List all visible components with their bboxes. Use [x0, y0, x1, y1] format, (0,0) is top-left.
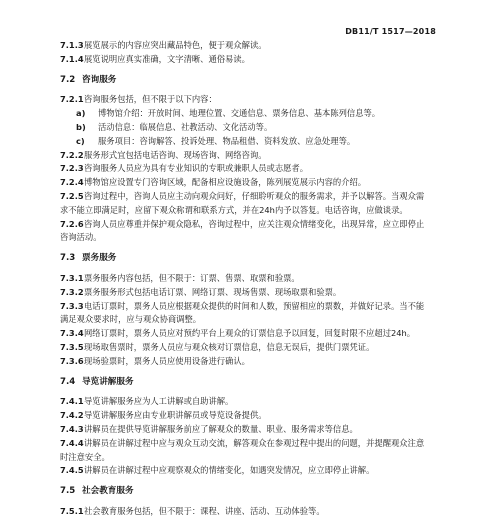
continuation-line: 咨询活动。 — [60, 232, 102, 243]
clause-number: 7.2.4 — [60, 177, 84, 188]
continuation-line: 满足观众要求时，应与观众协商调整。 — [60, 314, 202, 325]
section-number: 7.3 — [60, 253, 76, 264]
clause-line — [60, 423, 436, 437]
clause-number: 7.5.1 — [60, 505, 84, 516]
clause-line — [60, 505, 436, 519]
standard-number: DB11/T 1517—2018 — [345, 27, 436, 36]
clause-text: 咨询人员应尊重并保护观众隐私，咨询过程中，应关注观众情绪变化，出现异常，应立即停止 — [84, 218, 425, 229]
list-item — [60, 107, 436, 121]
clause-text: 导览讲解服务应由专业职讲解员或导览设备提供。 — [84, 410, 267, 421]
clause-number: 7.3.3 — [60, 300, 84, 311]
clause-number: 7.1.4 — [60, 53, 84, 64]
section-number: 7.4 — [60, 376, 76, 387]
list-item — [60, 135, 436, 149]
section-heading — [60, 252, 436, 266]
clause-line — [60, 437, 436, 451]
clause-number: 7.3.1 — [60, 272, 84, 283]
clause-text: 咨询过程中，咨询人员应主动向观众问好，仔细聆听观众的服务需求，并予以解答。当观众需 — [84, 190, 425, 201]
clause-text: 服务形式宜包括电话咨询、现场咨询、网络咨询。 — [84, 149, 267, 160]
clause-number: 7.4.4 — [60, 437, 84, 448]
clause-text: 票务服务形式包括电话订票、网络订票、现场售票、现场取票和验票。 — [84, 286, 342, 297]
clause-number: 7.3.2 — [60, 286, 84, 297]
clause-number: 7.1.3 — [60, 40, 84, 50]
clause-text: 咨询服务包括，但不限于以下内容： — [84, 94, 217, 105]
list-marker: b) — [76, 121, 86, 132]
section-title: 社会教育服务 — [82, 486, 134, 497]
clause-line — [60, 93, 436, 107]
clause-text: 讲解员在讲解过程中应观察观众的情绪变化，如遇突发情况，应立即停止讲解。 — [84, 465, 375, 476]
clause-text: 讲解员在讲解过程中应与观众互动交流，解答观众在参观过程中提出的问题，并提醒观众注意 — [84, 437, 425, 448]
clause-text: 现场验票时，票务人员应使用设备进行确认。 — [84, 355, 250, 366]
clause-line — [60, 272, 436, 286]
clause-number: 7.2.1 — [60, 94, 84, 105]
section-number: 7.2 — [60, 74, 76, 85]
clause-text: 导览讲解服务应为人工讲解或自助讲解。 — [84, 396, 234, 407]
clause-number: 7.2.6 — [60, 218, 84, 229]
clause-text: 讲解员在提供导览讲解服务前应了解观众的数量、职业、服务需求等信息。 — [84, 423, 358, 434]
section-heading — [60, 74, 436, 88]
clause-line — [60, 395, 436, 409]
list-item-text: 活动信息：临展信息、社教活动、文化活动等。 — [98, 121, 273, 132]
clause-text: 咨询服务人员应为具有专业知识的专职或兼职人员或志愿者。 — [84, 163, 309, 174]
section-heading — [60, 376, 436, 390]
clause-number: 7.2.5 — [60, 190, 84, 201]
clause-number: 7.2.2 — [60, 149, 84, 160]
list-item-text: 服务项目：咨询解答、投诉处理、物品租借、资料发放、应急处理等。 — [98, 135, 356, 146]
section-number: 7.5 — [60, 486, 76, 497]
clause-line — [60, 176, 436, 190]
clause-text: 网络订票时，票务人员应对预约平台上观众的订票信息予以回复，回复时限不应超过24h。 — [84, 328, 416, 339]
section-title: 咨询服务 — [82, 74, 117, 85]
clause-text: 电话订票时，票务人员应根据观众提供的时间和人数，预留相应的票数，并做好记录。当不能 — [84, 300, 425, 311]
continuation-line: 求不能立即满足时，应留下观众称谓和联系方式，并在24h内予以答复。电话咨询，应做谈录。 — [60, 204, 408, 215]
section-title: 票务服务 — [82, 253, 117, 264]
clause-text: 现场取售票时，票务人员应与观众核对订票信息，信息无误后，提供门票凭证。 — [84, 341, 375, 352]
clause-text: 票务服务内容包括，但不限于：订票、售票、取票和验票。 — [84, 272, 300, 283]
clause-line — [60, 39, 436, 53]
clause-number: 7.4.3 — [60, 423, 84, 434]
clause-line — [60, 409, 436, 423]
clause-text: 展览说明应真实准确，文字清晰、通俗易读。 — [84, 53, 250, 64]
clause-line — [60, 149, 436, 163]
clause-line — [60, 464, 436, 478]
clause-line — [60, 53, 436, 67]
clause-number: 7.4.2 — [60, 410, 84, 421]
list-item — [60, 121, 436, 135]
clause-number: 7.2.3 — [60, 163, 84, 174]
clause-number: 7.4.5 — [60, 465, 84, 476]
clause-text: 博物馆应设置专门咨询区域，配备相应设施设备，陈列展览展示内容的介绍。 — [84, 177, 367, 188]
clause-line — [60, 218, 436, 232]
list-item-text: 博物馆介绍：开放时间、地理位置、交通信息、票务信息、基本陈列信息等。 — [98, 108, 381, 119]
list-marker: a) — [76, 108, 86, 119]
section-title: 导览讲解服务 — [82, 376, 134, 387]
clause-text: 展览展示的内容应突出藏品特色，便于观众解读。 — [84, 40, 267, 50]
clause-line — [60, 190, 436, 204]
clause-line — [60, 327, 436, 341]
section-heading — [60, 485, 436, 499]
clause-number: 7.3.6 — [60, 355, 84, 366]
clause-number: 7.4.1 — [60, 396, 84, 407]
document-body — [60, 39, 436, 519]
clause-number: 7.3.4 — [60, 328, 84, 339]
clause-line — [60, 355, 436, 369]
clause-text: 社会教育服务包括，但不限于：课程、讲座、活动、互动体验等。 — [84, 505, 325, 516]
clause-line — [60, 341, 436, 355]
clause-line — [60, 286, 436, 300]
list-marker: c) — [76, 135, 85, 146]
clause-number: 7.3.5 — [60, 341, 84, 352]
clause-line — [60, 162, 436, 176]
continuation-line: 时注意安全。 — [60, 451, 110, 462]
clause-line — [60, 300, 436, 314]
